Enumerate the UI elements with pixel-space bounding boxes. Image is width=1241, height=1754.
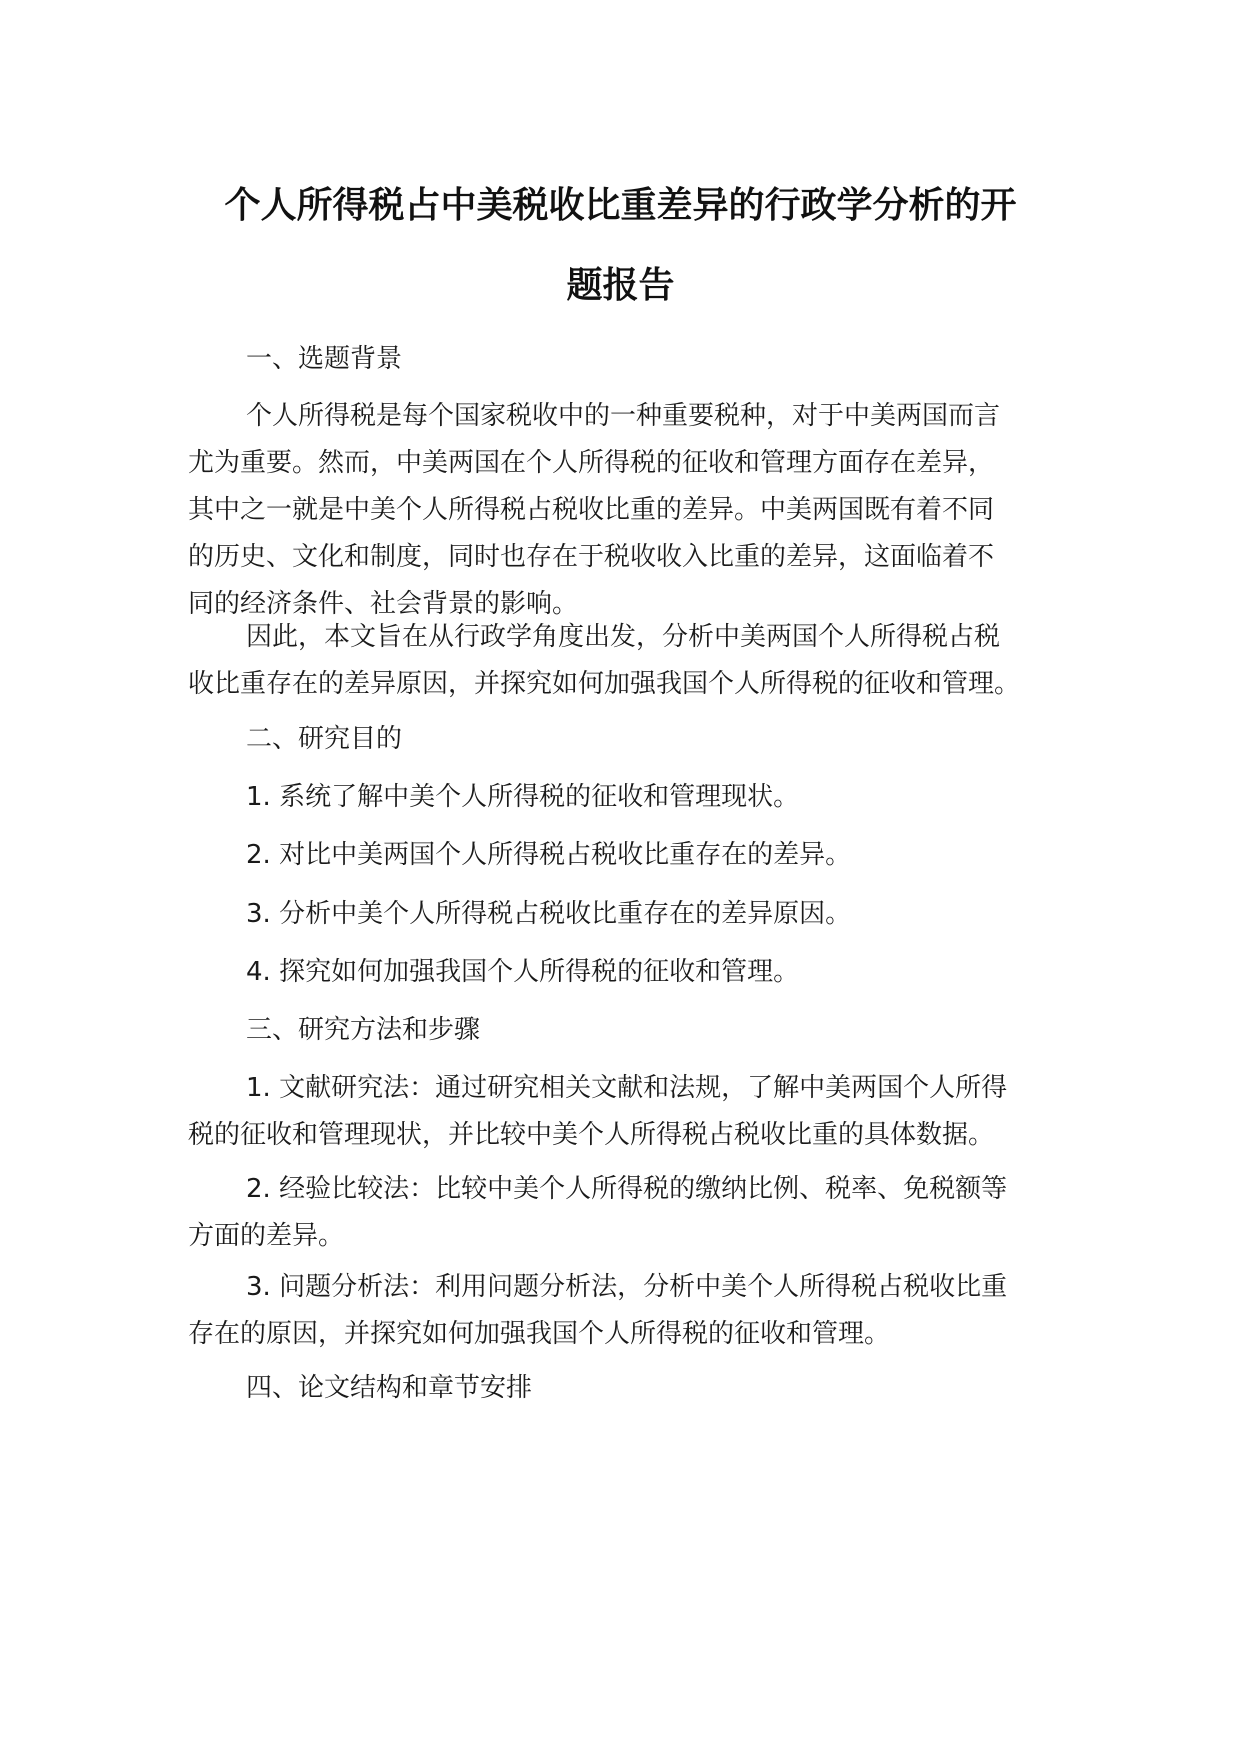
section-heading-background: 一、选题背景 (246, 344, 403, 374)
method-literature-research: 1. 文献研究法：通过研究相关文献和法规，了解中美两国个人所得 税的征收和管理现状，并比较中美个人所得税占税收比重的具体数据。 (188, 1073, 1008, 1150)
objective-item-2: 2. 对比中美两国个人所得税占税收比重存在的差异。 (246, 840, 852, 870)
objective-item-4: 4. 探究如何加强我国个人所得税的征收和管理。 (246, 957, 800, 987)
background-paragraph-2: 因此，本文旨在从行政学角度出发，分析中美两国个人所得税占税 收比重存在的差异原因，并探究如何加强我国个人所得税的征收和管理。 (188, 622, 1021, 699)
section-heading-methods: 三、研究方法和步骤 (246, 1015, 481, 1045)
objective-item-1: 1. 系统了解中美个人所得税的征收和管理现状。 (246, 782, 800, 812)
background-paragraph-1: 个人所得税是每个国家税收中的一种重要税种，对于中美两国而言 尤为重要。然而，中美两国在个人所得税的征收和管理方面存在差异， 其中之一就是中美个人所得税占税收比重的差异。中美两国既有着不同 的历史、文化和制度，同时也存在于税收收入比重的差异，这面临着不 同的经济条件、社会背景的影响。 (188, 401, 1001, 619)
document-title-line-1: 个人所得税占中美税收比重差异的行政学分析的开 (224, 185, 1017, 226)
objective-item-3: 3. 分析中美个人所得税占税收比重存在的差异原因。 (246, 899, 852, 929)
method-problem-analysis: 3. 问题分析法：利用问题分析法，分析中美个人所得税占税收比重 存在的原因，并探究如何加强我国个人所得税的征收和管理。 (188, 1272, 1008, 1349)
section-heading-structure: 四、论文结构和章节安排 (246, 1373, 533, 1403)
method-experience-comparison: 2. 经验比较法：比较中美个人所得税的缴纳比例、税率、免税额等 方面的差异。 (188, 1174, 1008, 1251)
document-title-line-2: 题报告 (566, 265, 675, 306)
section-heading-objectives: 二、研究目的 (246, 724, 403, 754)
